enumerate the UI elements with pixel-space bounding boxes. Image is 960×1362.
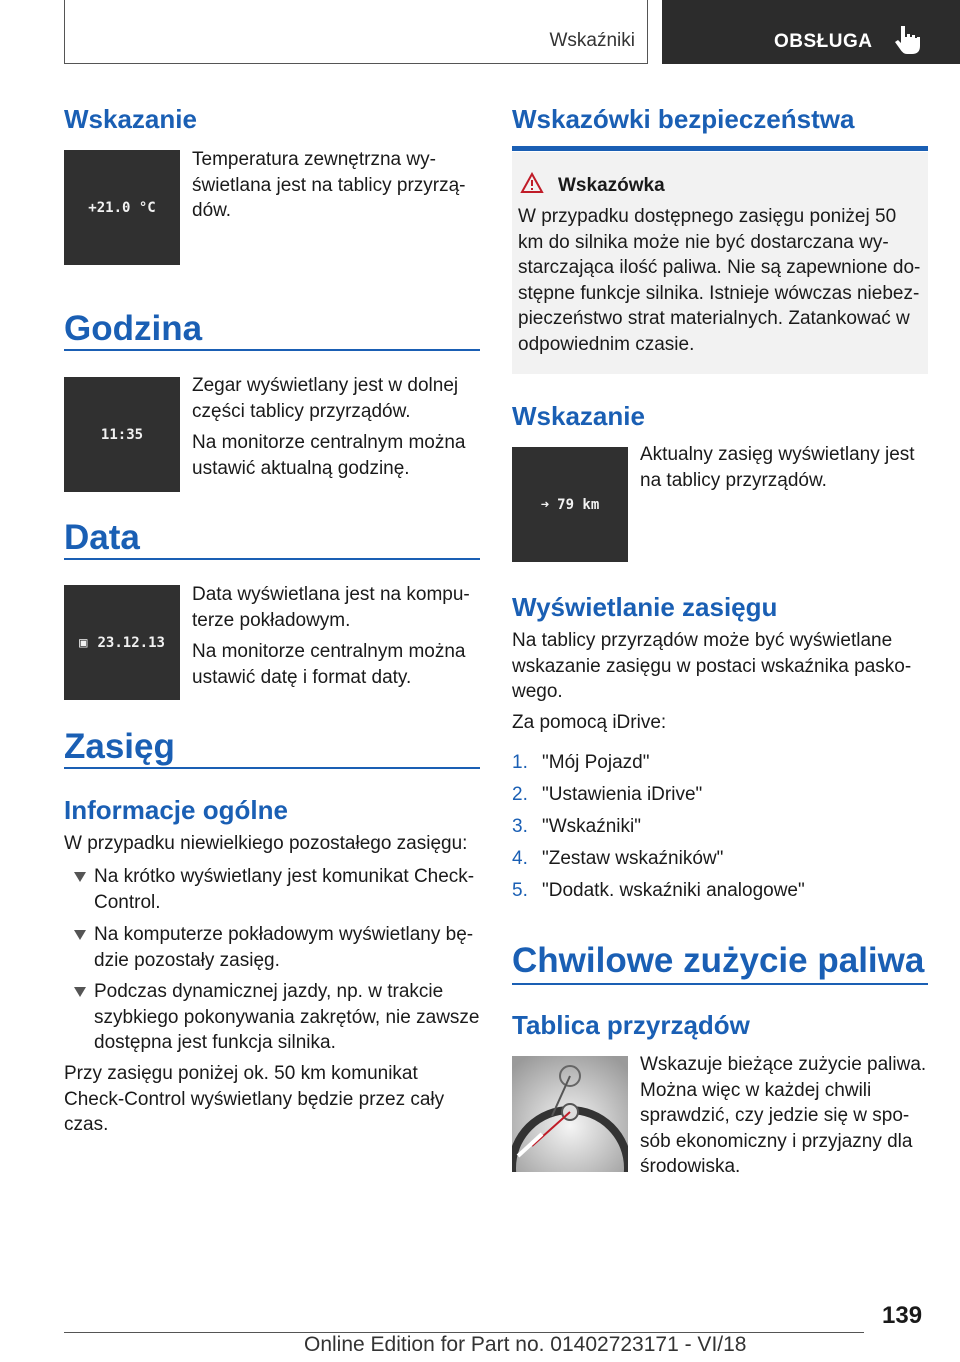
bullet-triangle-icon	[74, 872, 86, 882]
range-bullet-2: Na komputerze pokładowym wyświetlany bę-dzie pozostały zasięg.	[64, 922, 480, 973]
instrument-panel-subheading: Tablica przyrządów	[512, 1010, 750, 1040]
bullet-triangle-icon	[74, 930, 86, 940]
date-text-1: Data wyświetlana jest na kompu-terze pokładowym.	[192, 584, 470, 631]
range-bullet-3: Podczas dynamicznej jazdy, np. w trakcie szybkiego pokonywania zakrętów, nie zawsze dostępna jest funkcja silnika.	[64, 979, 480, 1056]
pointing-hand-icon	[894, 24, 922, 56]
date-heading: Data	[64, 518, 140, 557]
clock-text-1: Zegar wyświetlany jest w dolnej części tablicy przyrządów.	[192, 375, 459, 422]
consumption-gauge-image	[512, 1056, 628, 1172]
range-general-subheading: Informacje ogólne	[64, 795, 288, 825]
clock-text-2: Na monitorze centralnym można ustawić aktualną godzinę.	[192, 432, 466, 479]
clock-heading: Godzina	[64, 309, 203, 348]
header-chapter-box	[662, 0, 960, 64]
date-heading-rule	[64, 558, 480, 560]
range-heading-rule	[64, 767, 480, 769]
outside-temp-display-image	[64, 150, 180, 265]
range-display-image	[512, 447, 628, 562]
range-bullet-1: Na krótko wyświetlany jest komunikat Check-Control.	[64, 864, 480, 915]
safety-warning-text: W przypadku dostępnego zasięgu poniżej 50 km do silnika może nie być dostarczana wy-starczająca ilość paliwa. Nie są zapewnione do-stępne funkcje silnika. Istnieje wówczas niebez-pieczeństwo strat materialnych. Zatankować w odpowiednim czasie.	[518, 206, 921, 355]
range-view-idrive: Za pomocą iDrive:	[512, 712, 667, 733]
range-display-heading: Wskazanie	[512, 401, 645, 431]
header-section-title: Wskaźniki	[549, 30, 635, 51]
date-display-image	[64, 585, 180, 700]
range-view-heading: Wyświetlanie zasięgu	[512, 592, 778, 622]
header-chapter-title: OBSŁUGA	[774, 31, 873, 52]
clock-display-value: 11:35	[100, 426, 144, 443]
safety-warning-box	[512, 152, 928, 374]
header-section-box	[64, 0, 648, 64]
range-view-text: Na tablicy przyrządów może być wyświetlane wskazanie zasięgu w postaci wskaźnika pasko-wego.	[512, 630, 912, 702]
outside-temp-text: Temperatura zewnętrzna wy-świetlana jest na tablicy przyrzą-dów.	[192, 149, 466, 221]
safety-heading: Wskazówki bezpieczeństwa	[512, 104, 855, 134]
safety-heading-rule	[512, 146, 928, 151]
range-intro: W przypadku niewielkiego pozostałego zasięgu:	[64, 833, 468, 854]
range-display-text: Aktualny zasięg wyświetlany jest na tablicy przyrządów.	[640, 444, 915, 491]
consumption-text: Wskazuje bieżące zużycie paliwa. Można więc w każdej chwili sprawdzić, czy jedzie się w spo-sób ekonomiczny i przyjazny dla środowiska.	[640, 1054, 927, 1177]
consumption-heading-rule	[512, 983, 928, 985]
footer-edition: Online Edition for Part no. 01402723171 - VI/18	[304, 1333, 747, 1356]
warning-triangle-icon	[520, 172, 544, 194]
safety-warning-title: Wskazówka	[558, 175, 665, 196]
consumption-heading: Chwilowe zużycie paliwa	[512, 941, 925, 980]
range-display-value: 79 km	[557, 496, 600, 513]
range-outro: Przy zasięgu poniżej ok. 50 km komunikat Check-Control wyświetlany będzie przez cały czas.	[64, 1063, 445, 1135]
bullet-triangle-icon	[74, 987, 86, 997]
calendar-icon: ▣	[79, 634, 88, 651]
page-number: 139	[882, 1302, 923, 1329]
clock-display-image	[64, 377, 180, 492]
fuel-pump-icon: ➜	[540, 496, 550, 513]
clock-heading-rule	[64, 349, 480, 351]
date-text-2: Na monitorze centralnym można ustawić datę i format daty.	[192, 641, 466, 688]
outside-temp-display-value: +21.0 °C	[88, 199, 156, 216]
outside-temp-heading: Wskazanie	[64, 104, 197, 134]
range-heading: Zasięg	[64, 727, 175, 766]
date-display-value: 23.12.13	[97, 634, 165, 651]
